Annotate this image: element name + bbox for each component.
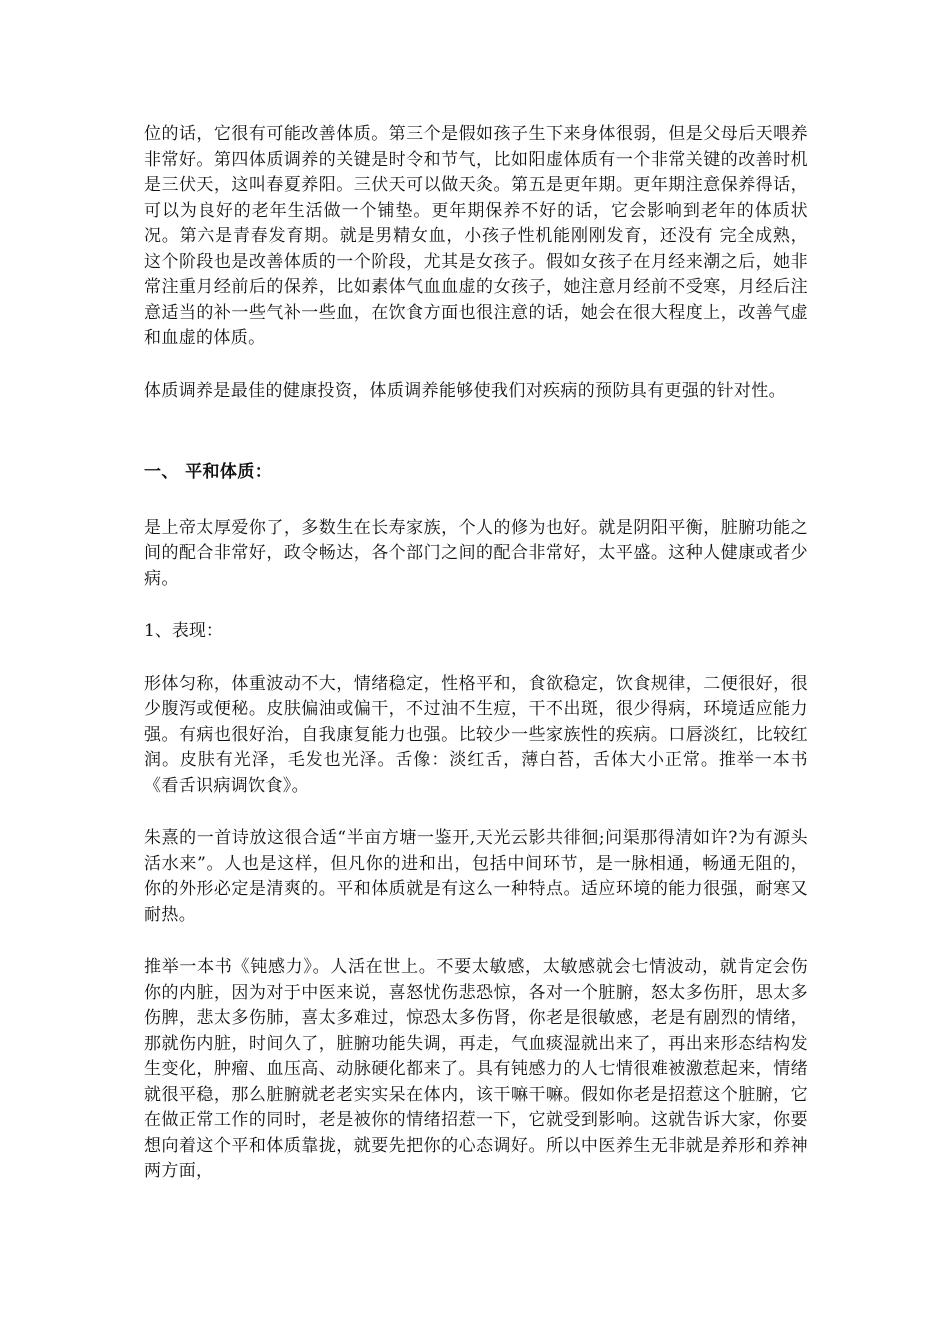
- paragraph-manifestations: 形体匀称，体重波动不大，情绪稳定，性格平和，食欲稳定，饮食规律，二便很好，很少腹泻或便秘。皮肤偏油或偏干，不过油不生痘，干不出斑，很少得病，环境适应能力强。有病也很好治，自我康复能力也强。比较少一些家族性的疾病。口唇淡红，比较红润。皮肤有光泽，毛发也光泽。舌像：淡红舌，薄白苔，舌体大小正常。推举一本书《看舌识病调饮食》。: [144, 673, 808, 796]
- paragraph-insensitivity: 推举一本书《钝感力》。人活在世上。不要太敏感，太敏感就会七情波动，就肯定会伤你的内脏，因为对于中医来说，喜怒忧伤悲恐惊，各对一个脏腑，怒太多伤肝，思太多伤脾，悲太多伤肺，喜太多难过，惊恐太多伤肾，你老是很敏感，老是有剧烈的情绪，那就伤内脏，时间久了，脏腑功能失调，再走，气血痰湿就出来了，再出来形态结构发生变化，肿瘤、血压高、动脉硬化都来了。具有钝感力的人七情很难被激惹起来，情绪就很平稳，那么脏腑就老老实实呆在体内，该干嘛干嘛。假如你老是招惹这个脏腑，它在做正常工作的同时，老是被你的情绪招惹一下，它就受到影响。这就告诉大家，你要想向着这个平和体质靠拢，就要先把你的心态调好。所以中医养生无非就是养形和养神两方面，: [144, 957, 808, 1181]
- paragraph-health-investment: 体质调养是最佳的健康投资，体质调养能够使我们对疾病的预防具有更强的针对性。: [144, 380, 786, 401]
- paragraph-constitution-improvement: 位的话，它很有可能改善体质。第三个是假如孩子生下来身体很弱，但是父母后天喂养非常好。第四体质调养的关键是时令和节气，比如阳虚体质有一个非常关键的改善时机是三伏天，这叫春夏养阳。三伏天可以做天灸。第五是更年期。更年期注意保养得话，可以为良好的老年生活做一个铺垫。更年期保养不好的话，它会影响到老年的体质状况。第六是青春发育期。就是男精女血，小孩子性机能刚刚发育，还没有 完全成熟，这个阶段也是改善体质的一个阶段，尤其是女孩子。假如女孩子在月经来潮之后，她非常注重月经前后的保养，比如素体气血血虚的女孩子，她注意月经前不受寒，月经后注意适当的补一些气补一些血，在饮食方面也很注意的话，她会在很大程度上，改善气虚和血虚的体质。: [144, 124, 808, 348]
- paragraph-balanced-intro: 是上帝太厚爱你了，多数生在长寿家族，个人的修为也好。就是阴阳平衡，脏腑功能之间的配合非常好，政令畅达，各个部门之间的配合非常好，太平盛。这种人健康或者少病。: [144, 517, 808, 589]
- section-heading-balanced-constitution: 一、 平和体质：: [144, 462, 273, 482]
- subheading-manifestations: 1、表现：: [144, 621, 223, 641]
- document-body: [144, 122, 808, 1185]
- paragraph-zhu-xi-poem: 朱熹的一首诗放这很合适“半亩方塘一鉴开,天光云影共徘徊;问渠那得清如许?为有源头活水来”。人也是这样，但凡你的进和出，包括中间环节，是一脉相通，畅通无阻的，你的外形必定是清爽的。平和体质就是有这么一种特点。适应环境的能力很强，耐寒又耐热。: [144, 828, 808, 925]
